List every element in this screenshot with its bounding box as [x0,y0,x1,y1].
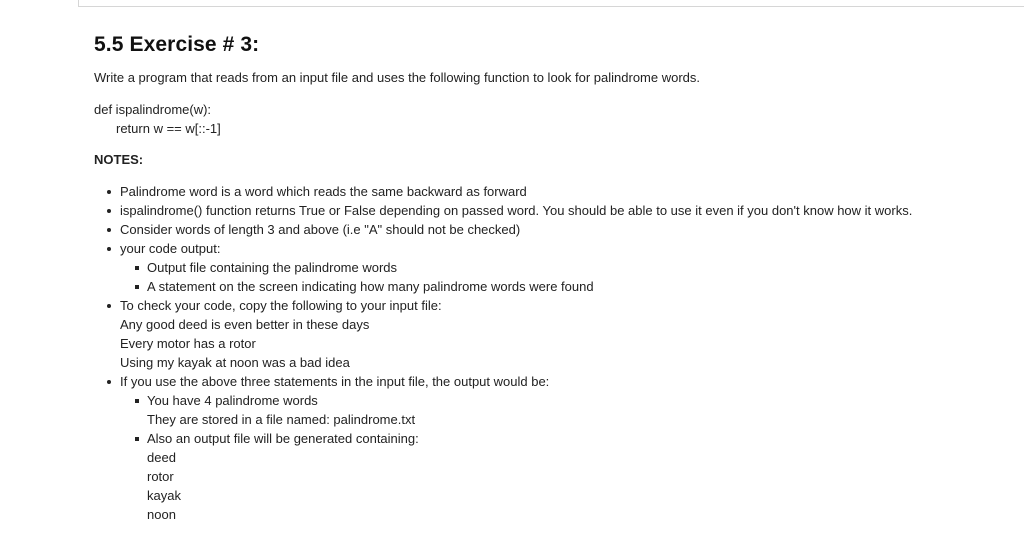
list-item [94,296,1014,372]
list-item-text: your code output: [120,241,221,256]
sub-list-item: Output file containing the palindrome words [120,258,1014,277]
notes-list [94,182,1014,524]
palindrome-word: rotor [147,469,174,484]
sub-list [120,258,1014,296]
list-item [94,372,1014,524]
output-file-line: They are stored in a file named: palindrome.txt [147,412,416,427]
sub-list-item [120,391,1014,429]
output-count-line: You have 4 palindrome words [147,393,318,408]
sample-input-line: Every motor has a rotor [120,336,256,351]
palindrome-word: kayak [147,488,181,503]
exercise-content [94,33,1014,524]
sample-input-line: Using my kayak at noon was a bad idea [120,355,350,370]
sample-input-line: Any good deed is even better in these days [120,317,370,332]
list-item-text: To check your code, copy the following to your input file: [120,298,442,313]
notes-heading: NOTES: [94,152,144,167]
code-line-return: return w == w[::-1] [116,121,221,136]
section-number: 5.5 [94,33,124,56]
palindrome-word: noon [147,507,176,522]
list-item-text: If you use the above three statements in the input file, the output would be: [120,374,550,389]
top-divider [78,0,1024,7]
sub-list [120,391,1014,524]
output-file-heading: Also an output file will be generated containing: [147,431,419,446]
section-heading [94,33,1014,57]
intro-paragraph: Write a program that reads from an input file and uses the following function to look for palindrome words. [94,70,701,85]
sub-list-item [120,429,1014,524]
list-item: Consider words of length 3 and above (i.e "A" should not be checked) [94,220,1014,239]
code-block [94,100,1014,138]
section-title: Exercise # 3: [129,33,260,56]
list-item: Palindrome word is a word which reads the same backward as forward [94,182,1014,201]
palindrome-word: deed [147,450,176,465]
code-line-def: def ispalindrome(w): [94,102,212,117]
list-item: ispalindrome() function returns True or False depending on passed word. You should be able to use it even if you don't know how it works. [94,201,1014,220]
list-item [94,239,1014,296]
sub-list-item: A statement on the screen indicating how many palindrome words were found [120,277,1014,296]
